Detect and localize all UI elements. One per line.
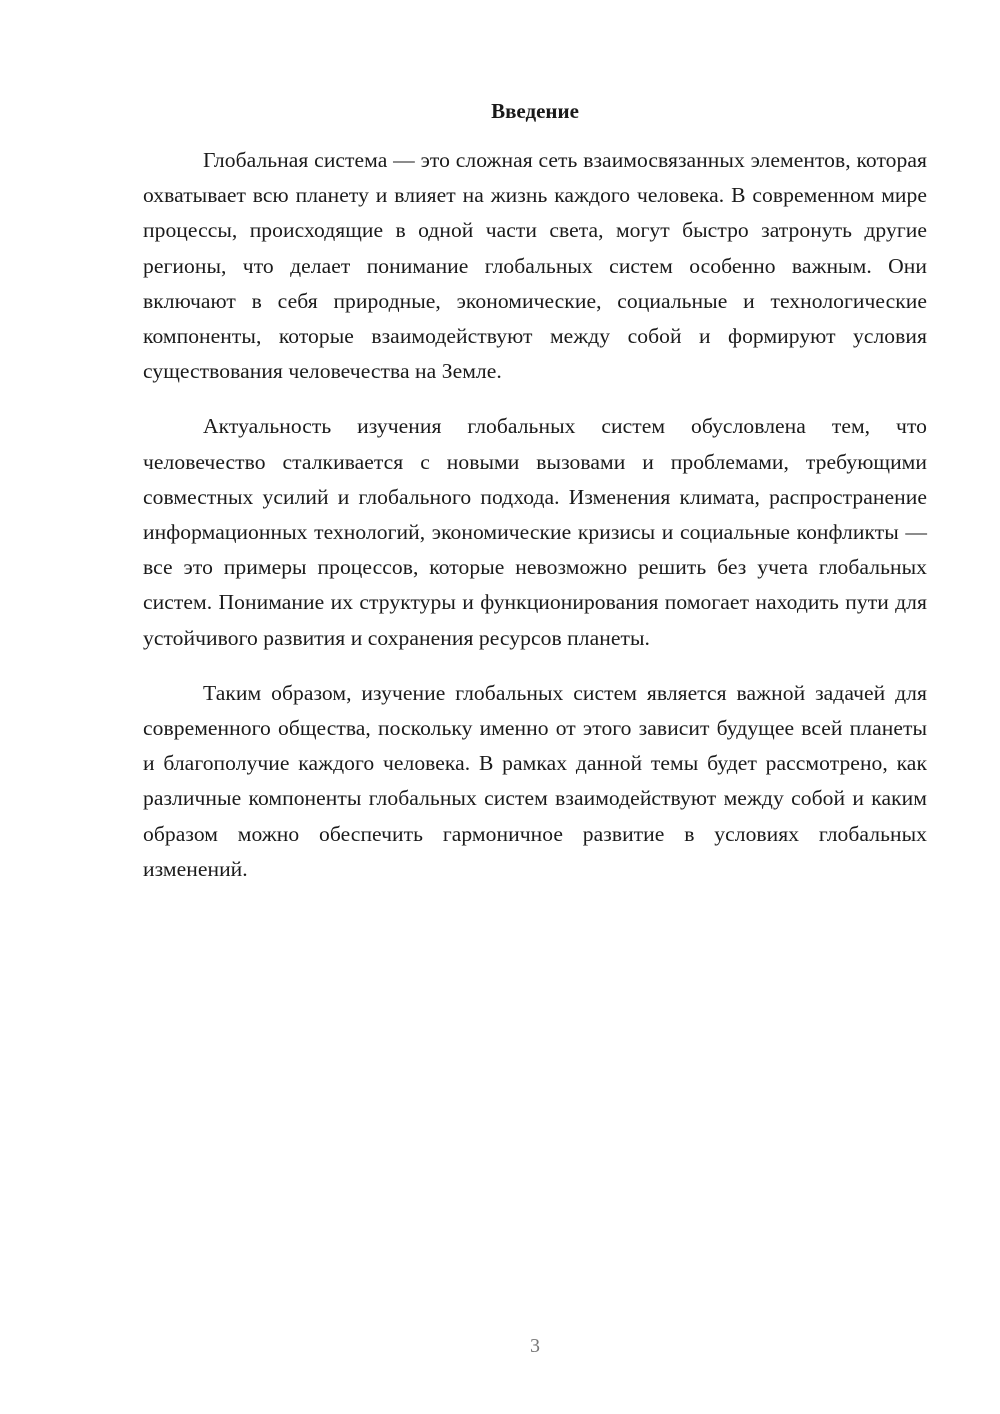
paragraph-2: Актуальность изучения глобальных систем обусловлена тем, что человечество сталкивается с новыми вызовами и проблемами, требующими совместных усилий и глобального подхода. Изменения климата, распространение информационных технологий, экономические кризисы и социальные конфликты — все это примеры процессов, которые невозможно решить без учета глобальных систем. Понимание их структуры и функционирования помогает находить пути для устойчивого развития и сохранения ресурсов планеты.	[143, 414, 927, 650]
paragraph-3: Таким образом, изучение глобальных систем является важной задачей для современного общества, поскольку именно от этого зависит будущее всей планеты и благополучие каждого человека. В рамках данной темы будет рассмотрено, как различные компоненты глобальных систем взаимодействуют между собой и каким образом можно обеспечить гармоничное развитие в условиях глобальных изменений.	[143, 680, 927, 881]
page-number: 3	[530, 1335, 540, 1357]
paragraph-1: Глобальная система — это сложная сеть взаимосвязанных элементов, которая охватывает всю планету и влияет на жизнь каждого человека. В современном мире процессы, происходящие в одной части света, могут быстро затронуть другие регионы, что делает понимание глобальных систем особенно важным. Они включают в себя природные, экономические, социальные и технологические компоненты, которые взаимодействуют между собой и формируют условия существования человечества на Земле.	[143, 148, 927, 384]
section-heading: Введение	[491, 99, 579, 123]
body-text	[143, 143, 927, 907]
